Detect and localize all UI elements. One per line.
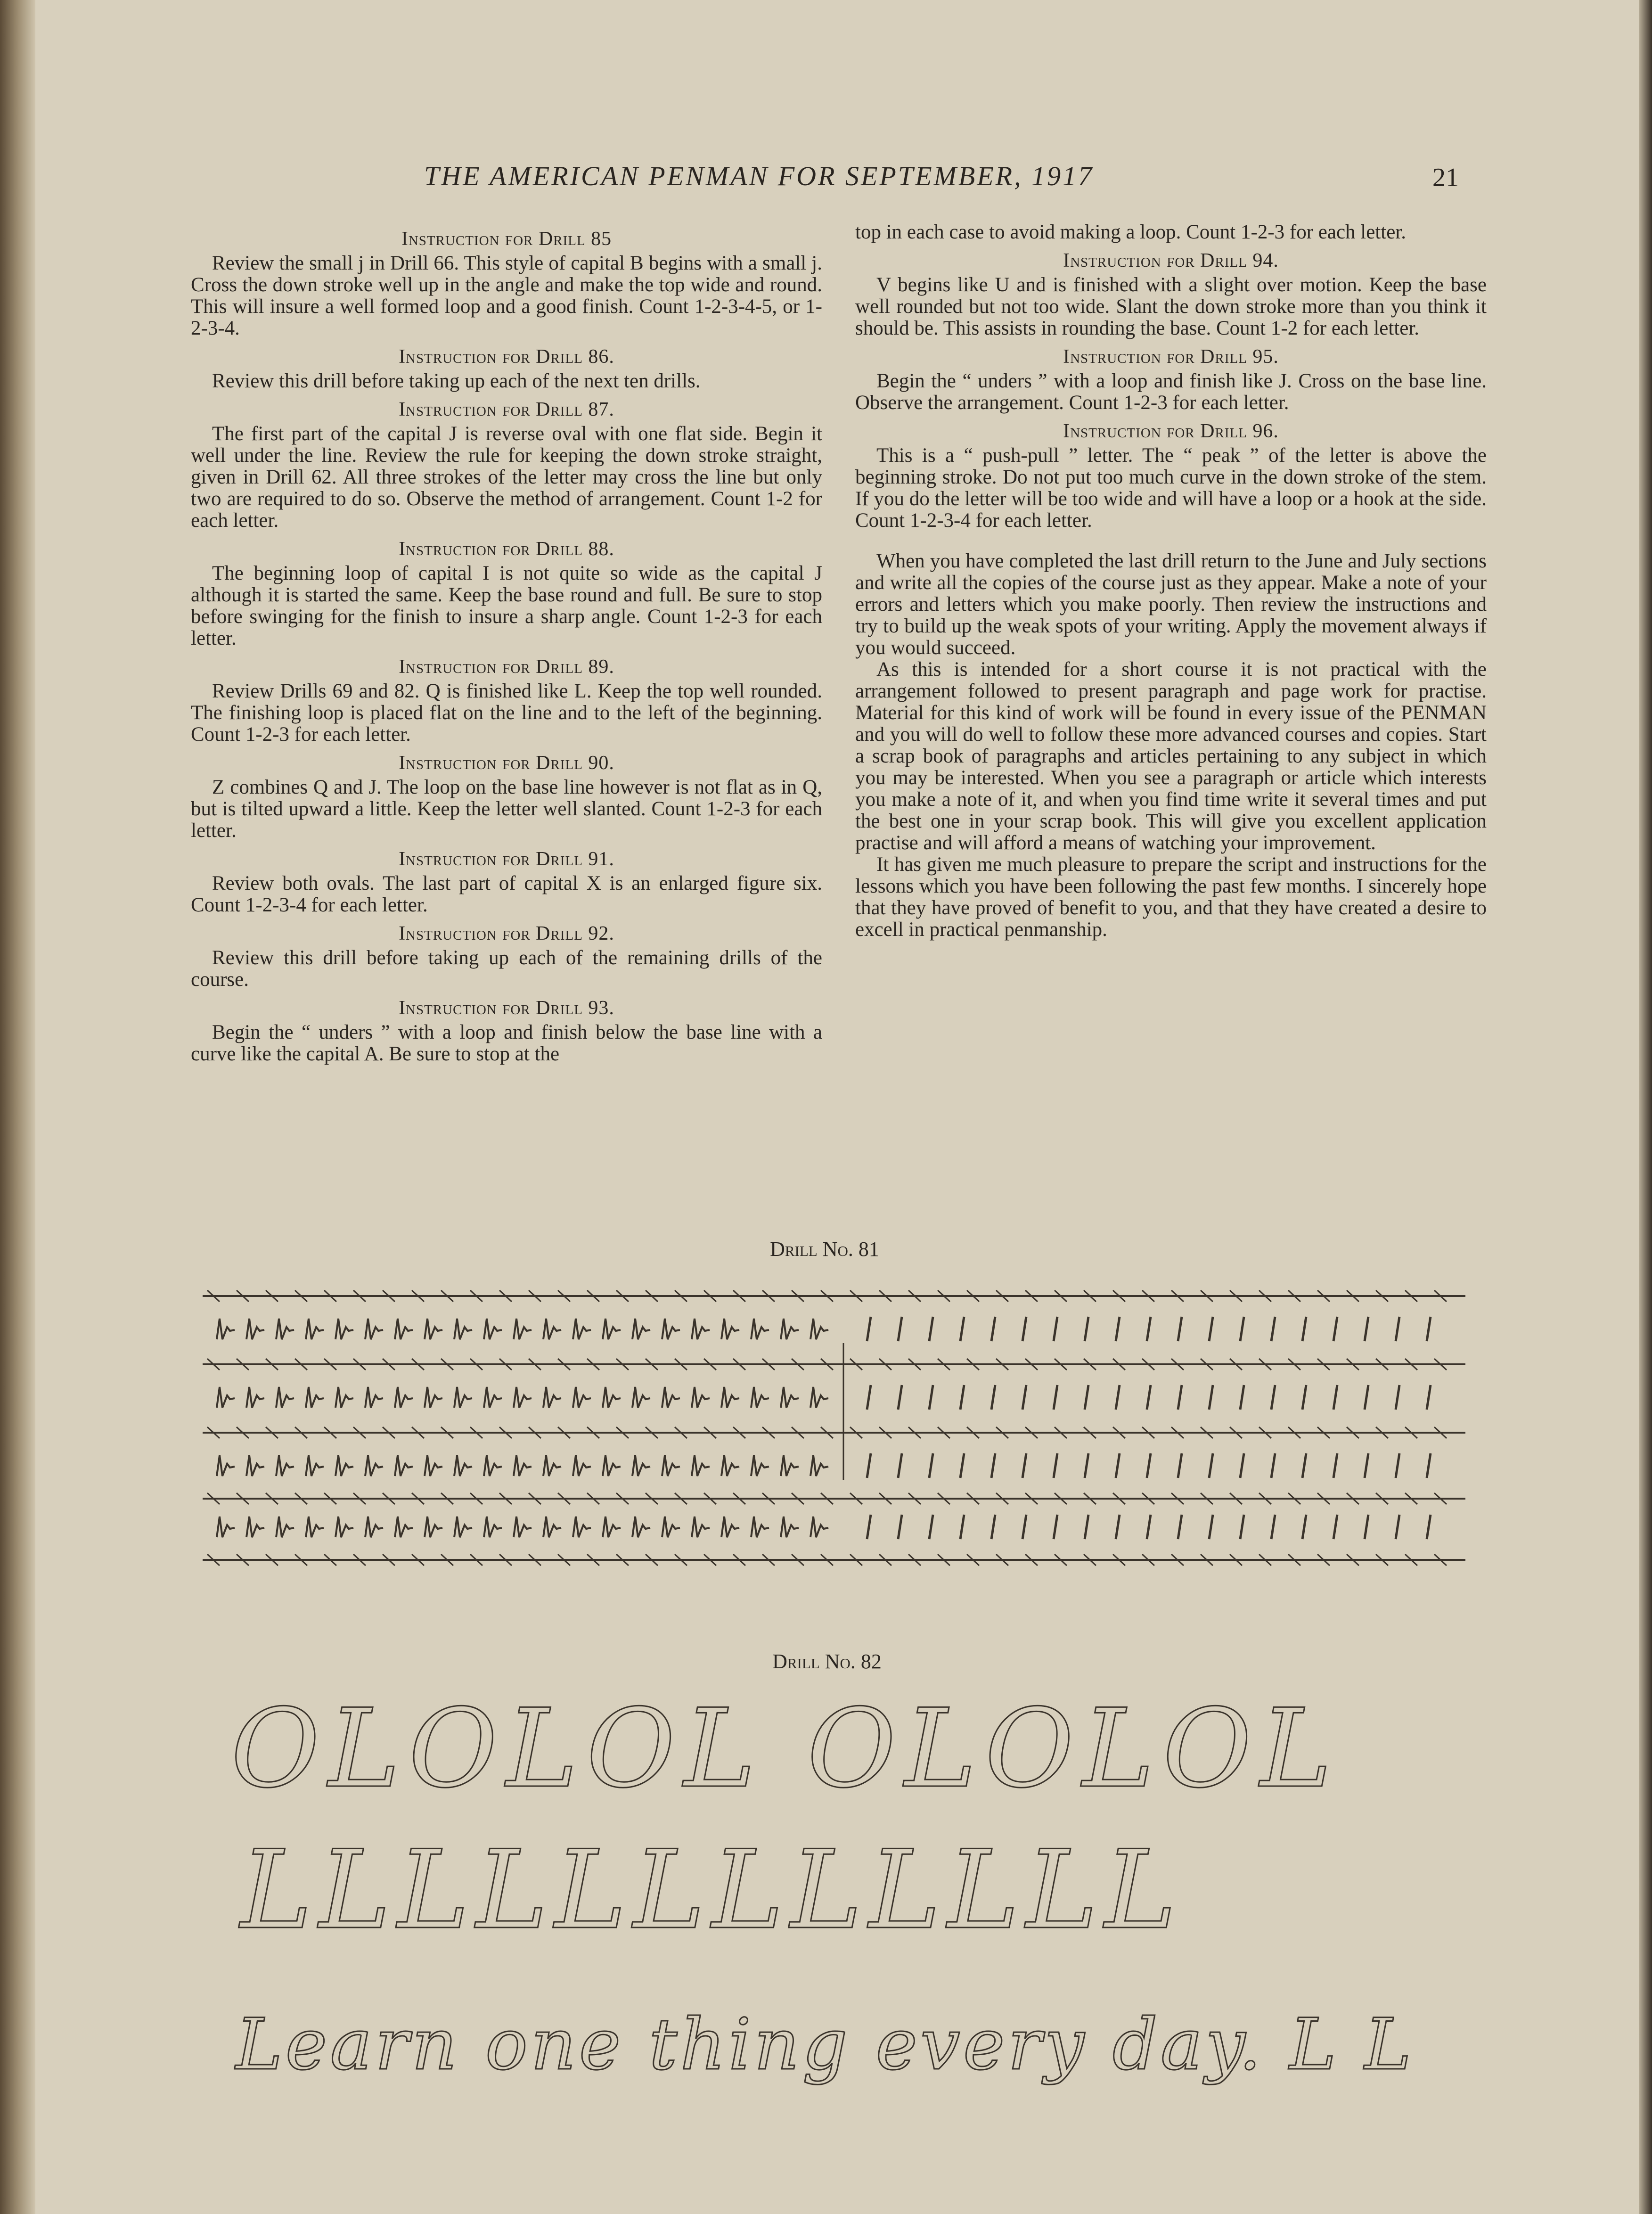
drill-letter-stroke: [543, 1319, 561, 1339]
instruction-heading: Instruction for Drill 94.: [1063, 250, 1279, 271]
drill-letter-stroke: [335, 1455, 353, 1476]
drill-letter-stroke: [603, 1455, 621, 1476]
closing-paragraph: It has given me much pleasure to prepare the script and instructions for the lessons which you have been following the past few months. I sincerely hope that they have proved of benefit to you, and that they have created a desire to excell in practical penmanship.: [855, 853, 1487, 941]
script-line-motto: Learn one thing every day. L L: [236, 2004, 1415, 2086]
drill-stroke: [1271, 1385, 1275, 1410]
instruction-paragraph: The first part of the capital J is reverse oval with one flat side. Begin it well under the line. Review the rule for keeping the down stroke straight, given in Drill 62. All three strokes of the letter may cross the line but only two are required to do so. Observe the method of arrangement. Count 1-2 for each letter.: [191, 423, 822, 532]
drill-stroke: [960, 1317, 964, 1341]
drill-stroke: [929, 1317, 933, 1341]
drill-stroke: [1271, 1317, 1275, 1341]
drill-stroke: [991, 1385, 995, 1410]
drill-letter-stroke: [454, 1517, 472, 1537]
drill-letter-stroke: [662, 1517, 680, 1537]
drill-letter-stroke: [662, 1387, 680, 1408]
instruction-paragraph: Z combines Q and J. The loop on the base line however is not flat as in Q, but is tilted upward a little. Keep the letter well slanted. Count 1-2-3 for each letter.: [191, 776, 822, 842]
drill-stroke: [1147, 1453, 1151, 1478]
instruction-heading: Instruction for Drill 87.: [399, 399, 614, 420]
instruction-paragraph: Review both ovals. The last part of capital X is an enlarged figure six. Count 1-2-3-4 for each letter.: [191, 872, 822, 916]
drill-stroke: [1427, 1515, 1431, 1539]
drill-letter-stroke: [276, 1387, 294, 1408]
drill-letter-stroke: [365, 1387, 383, 1408]
drill-letter-stroke: [751, 1517, 769, 1537]
drill-letter-stroke: [484, 1319, 502, 1339]
drill-letter-stroke: [632, 1387, 650, 1408]
drill-stroke: [1054, 1317, 1057, 1341]
drill-letter-stroke: [573, 1319, 591, 1339]
drill-stroke: [867, 1453, 871, 1478]
instruction-heading: Instruction for Drill 93.: [399, 997, 614, 1019]
continued-paragraph: top in each case to avoid making a loop. Count 1-2-3 for each letter.: [855, 221, 1406, 243]
drill-stroke: [1022, 1385, 1026, 1410]
instruction-paragraph: Review Drills 69 and 82. Q is finished like L. Keep the top well rounded. The finishing loop is placed flat on the line and to the left of the beginning. Count 1-2-3 for each letter.: [191, 680, 822, 746]
drill-letter-stroke: [306, 1319, 324, 1339]
drill-stroke: [1333, 1515, 1337, 1539]
drill-stroke: [1427, 1317, 1431, 1341]
script-line-l: LLLLLLLLLLLL: [240, 1828, 1183, 1953]
drill-stroke: [1240, 1453, 1244, 1478]
drill-letter-stroke: [603, 1319, 621, 1339]
drill-letter-stroke: [543, 1517, 561, 1537]
drill-letter-stroke: [751, 1455, 769, 1476]
drill-stroke: [898, 1317, 902, 1341]
drill-stroke: [1116, 1515, 1120, 1539]
instruction-heading: Instruction for Drill 90.: [399, 752, 614, 774]
drill-stroke: [1022, 1317, 1026, 1341]
drill-stroke: [1396, 1317, 1399, 1341]
instruction-heading: Instruction for Drill 91.: [399, 848, 614, 870]
left-column: [191, 221, 822, 1065]
drill-stroke: [1365, 1317, 1368, 1341]
drill-letter-stroke: [276, 1517, 294, 1537]
instruction-paragraph: V begins like U and is finished with a slight over motion. Keep the base well rounded but not too wide. Slant the down stroke more than you think it should be. This assists in rounding the base. Count 1-2 for each letter.: [855, 274, 1487, 339]
drill-stroke: [1271, 1453, 1275, 1478]
drill-82-script-image: [226, 1687, 1461, 2158]
drill-stroke: [1302, 1453, 1306, 1478]
instruction-paragraph: This is a “ push-pull ” letter. The “ peak ” of the letter is above the beginning stroke. Do not put too much curve in the down stroke of the stem. If you do the letter will be too wide and will have a loop or a hook at the side. Count 1-2-3-4 for each letter.: [855, 444, 1487, 532]
drill-letter-stroke: [514, 1387, 532, 1408]
closing-paragraph: As this is intended for a short course it is not practical with the arrangement followed to present paragraph and page work for practise. Material for this kind of work will be found in every issue of the PENMAN and you will do well to follow these more advanced courses and copies. Start a scrap book of paragraphs and articles pertaining to any subject in which you may be interested. When you see a paragraph or article which interests you make a note of it, and when you find time write it several times and put the best one in your scrap book. This will give you excellent application practise and will afford a means of watching your improvement.: [855, 658, 1487, 854]
drill-stroke: [1054, 1515, 1057, 1539]
drill-letter-stroke: [335, 1517, 353, 1537]
drill-letter-stroke: [662, 1455, 680, 1476]
drill-letter-stroke: [781, 1517, 799, 1537]
drill-letter-stroke: [306, 1387, 324, 1408]
drill-stroke: [1178, 1453, 1182, 1478]
drill-stroke: [1178, 1515, 1182, 1539]
drill-stroke: [867, 1515, 871, 1539]
drill-stroke: [1116, 1385, 1120, 1410]
drill-stroke: [1022, 1453, 1026, 1478]
drill-stroke: [1427, 1453, 1431, 1478]
drill-stroke: [1178, 1317, 1182, 1341]
drill-stroke: [898, 1515, 902, 1539]
drill-letter-stroke: [217, 1455, 235, 1476]
drill-letter-stroke: [365, 1517, 383, 1537]
drill-stroke: [1333, 1385, 1337, 1410]
drill-letter-stroke: [781, 1319, 799, 1339]
drill-letter-stroke: [425, 1517, 442, 1537]
drill-letter-stroke: [721, 1455, 739, 1476]
instruction-paragraph: Review the small j in Drill 66. This style of capital B begins with a small j. Cross the down stroke well up in the angle and make the top wide and round. This will insure a well formed loop and a good finish. Count 1-2-3-4-5, or 1-2-3-4.: [191, 252, 822, 339]
drill-stroke: [867, 1385, 871, 1410]
drill-letter-stroke: [632, 1455, 650, 1476]
drill-letter-stroke: [454, 1455, 472, 1476]
instruction-paragraph: The beginning loop of capital I is not quite so wide as the capital J although it is started the same. Keep the base round and full. Be sure to stop before swinging for the finish to insure a sharp angle. Count 1-2-3 for each letter.: [191, 562, 822, 649]
drill-stroke: [1085, 1317, 1088, 1341]
instruction-heading: Instruction for Drill 96.: [1063, 420, 1279, 442]
drill-letter-stroke: [365, 1319, 383, 1339]
drill-stroke: [1054, 1385, 1057, 1410]
drill-stroke: [991, 1515, 995, 1539]
drill-letter-stroke: [810, 1319, 828, 1339]
drill-letter-stroke: [810, 1455, 828, 1476]
drill-letter-stroke: [306, 1517, 324, 1537]
closing-paragraph: When you have completed the last drill return to the June and July sections and write all the copies of the course just as they appear. Make a note of your errors and letters which you make poorly. Then review the instructions and try to build up the weak spots of your writing. Apply the movement always if you would succeed.: [855, 550, 1487, 659]
drill-letter-stroke: [692, 1387, 710, 1408]
drill-stroke: [960, 1453, 964, 1478]
drill-stroke: [898, 1453, 902, 1478]
drill-letter-stroke: [395, 1455, 413, 1476]
drill-letter-stroke: [810, 1517, 828, 1537]
drill-letter-stroke: [573, 1387, 591, 1408]
drill-stroke: [1209, 1453, 1213, 1478]
instruction-heading: Instruction for Drill 89.: [399, 656, 614, 678]
closing-paragraphs: [855, 550, 1487, 941]
drill-81-title: Drill No. 81: [770, 1238, 879, 1261]
drill-stroke: [929, 1453, 933, 1478]
drill-stroke: [1365, 1515, 1368, 1539]
right-column: [855, 221, 1487, 941]
drill-letter-stroke: [217, 1319, 235, 1339]
drill-stroke: [1333, 1453, 1337, 1478]
drill-letter-stroke: [721, 1319, 739, 1339]
drill-81-exercise-image: [198, 1282, 1470, 1574]
instruction-heading: Instruction for Drill 95.: [1063, 346, 1279, 368]
drill-stroke: [1147, 1385, 1151, 1410]
drill-stroke: [1085, 1515, 1088, 1539]
drill-stroke: [1085, 1385, 1088, 1410]
drill-stroke: [1427, 1385, 1431, 1410]
drill-letter-stroke: [721, 1517, 739, 1537]
instruction-heading: Instruction for Drill 85: [401, 228, 612, 250]
drill-letter-stroke: [692, 1455, 710, 1476]
drill-letter-stroke: [781, 1387, 799, 1408]
drill-82-title: Drill No. 82: [772, 1650, 882, 1673]
drill-stroke: [1365, 1385, 1368, 1410]
drill-letter-stroke: [246, 1517, 264, 1537]
drill-stroke: [1085, 1453, 1088, 1478]
running-header: THE AMERICAN PENMAN FOR SEPTEMBER, 1917: [424, 161, 1094, 191]
drill-letter-stroke: [276, 1455, 294, 1476]
instruction-heading: Instruction for Drill 92.: [399, 923, 614, 944]
drill-stroke: [991, 1317, 995, 1341]
drill-stroke: [1365, 1453, 1368, 1478]
drill-stroke: [960, 1385, 964, 1410]
drill-letter-stroke: [395, 1517, 413, 1537]
drill-stroke: [1209, 1317, 1213, 1341]
drill-letter-stroke: [484, 1455, 502, 1476]
drill-letter-stroke: [246, 1387, 264, 1408]
book-spine-shadow: [0, 0, 35, 2214]
drill-letter-stroke: [751, 1387, 769, 1408]
drill-letter-stroke: [632, 1517, 650, 1537]
drill-letter-stroke: [603, 1387, 621, 1408]
instruction-paragraph: Review this drill before taking up each of the remaining drills of the course.: [191, 947, 822, 991]
instruction-paragraph: Begin the “ unders ” with a loop and finish like J. Cross on the base line. Observe the arrangement. Count 1-2-3 for each letter.: [855, 370, 1487, 414]
drill-stroke: [1333, 1317, 1337, 1341]
drill-letter-stroke: [632, 1319, 650, 1339]
page-edge: [1639, 0, 1652, 2214]
drill-stroke: [1396, 1385, 1399, 1410]
drill-letter-stroke: [425, 1387, 442, 1408]
drill-letter-stroke: [484, 1387, 502, 1408]
drill-letter-stroke: [276, 1319, 294, 1339]
drill-stroke: [929, 1385, 933, 1410]
instruction-heading: Instruction for Drill 86.: [399, 346, 614, 368]
drill-letter-stroke: [543, 1387, 561, 1408]
drill-stroke: [1209, 1385, 1213, 1410]
drill-stroke: [1178, 1385, 1182, 1410]
drill-letter-stroke: [454, 1319, 472, 1339]
drill-stroke: [1147, 1317, 1151, 1341]
drill-letter-stroke: [335, 1387, 353, 1408]
drill-letter-stroke: [692, 1319, 710, 1339]
drill-stroke: [1396, 1515, 1399, 1539]
drill-stroke: [1240, 1515, 1244, 1539]
drill-letter-stroke: [543, 1455, 561, 1476]
drill-stroke: [1240, 1385, 1244, 1410]
drill-letter-stroke: [217, 1387, 235, 1408]
drill-stroke: [929, 1515, 933, 1539]
drill-letter-stroke: [810, 1387, 828, 1408]
drill-letter-stroke: [454, 1387, 472, 1408]
script-line-ol: OLOLOL OLOLOL: [231, 1687, 1341, 1812]
drill-letter-stroke: [573, 1455, 591, 1476]
drill-stroke: [960, 1515, 964, 1539]
drill-stroke: [991, 1453, 995, 1478]
drill-stroke: [867, 1317, 871, 1341]
drill-letter-stroke: [781, 1455, 799, 1476]
instruction-paragraph: Begin the “ unders ” with a loop and finish below the base line with a curve like the capital A. Be sure to stop at the: [191, 1021, 822, 1065]
drill-stroke: [1302, 1515, 1306, 1539]
drill-stroke: [1054, 1453, 1057, 1478]
drill-stroke: [1022, 1515, 1026, 1539]
drill-letter-stroke: [721, 1387, 739, 1408]
drill-letter-stroke: [395, 1387, 413, 1408]
drill-stroke: [1147, 1515, 1151, 1539]
drill-stroke: [1209, 1515, 1213, 1539]
drill-letter-stroke: [573, 1517, 591, 1537]
drill-letter-stroke: [484, 1517, 502, 1537]
drill-stroke: [1240, 1317, 1244, 1341]
drill-letter-stroke: [751, 1319, 769, 1339]
drill-letter-stroke: [335, 1319, 353, 1339]
drill-letter-stroke: [514, 1455, 532, 1476]
drill-letter-stroke: [514, 1319, 532, 1339]
drill-letter-stroke: [662, 1319, 680, 1339]
drill-letter-stroke: [217, 1517, 235, 1537]
drill-letter-stroke: [425, 1319, 442, 1339]
drill-letter-stroke: [692, 1517, 710, 1537]
drill-stroke: [1302, 1317, 1306, 1341]
drill-stroke: [1396, 1453, 1399, 1478]
drill-letter-stroke: [395, 1319, 413, 1339]
drill-letter-stroke: [514, 1517, 532, 1537]
drill-stroke: [1116, 1317, 1120, 1341]
page-number: 21: [1432, 163, 1459, 192]
instruction-heading: Instruction for Drill 88.: [399, 538, 614, 560]
drill-letter-stroke: [246, 1319, 264, 1339]
drill-letter-stroke: [306, 1455, 324, 1476]
drill-letter-stroke: [246, 1455, 264, 1476]
drill-letter-stroke: [425, 1455, 442, 1476]
drill-letter-stroke: [603, 1517, 621, 1537]
drill-stroke: [1271, 1515, 1275, 1539]
drill-letter-stroke: [365, 1455, 383, 1476]
drill-stroke: [898, 1385, 902, 1410]
drill-stroke: [1302, 1385, 1306, 1410]
instruction-paragraph: Review this drill before taking up each of the next ten drills.: [212, 370, 701, 392]
drill-stroke: [1116, 1453, 1120, 1478]
right-sections: [855, 250, 1487, 532]
